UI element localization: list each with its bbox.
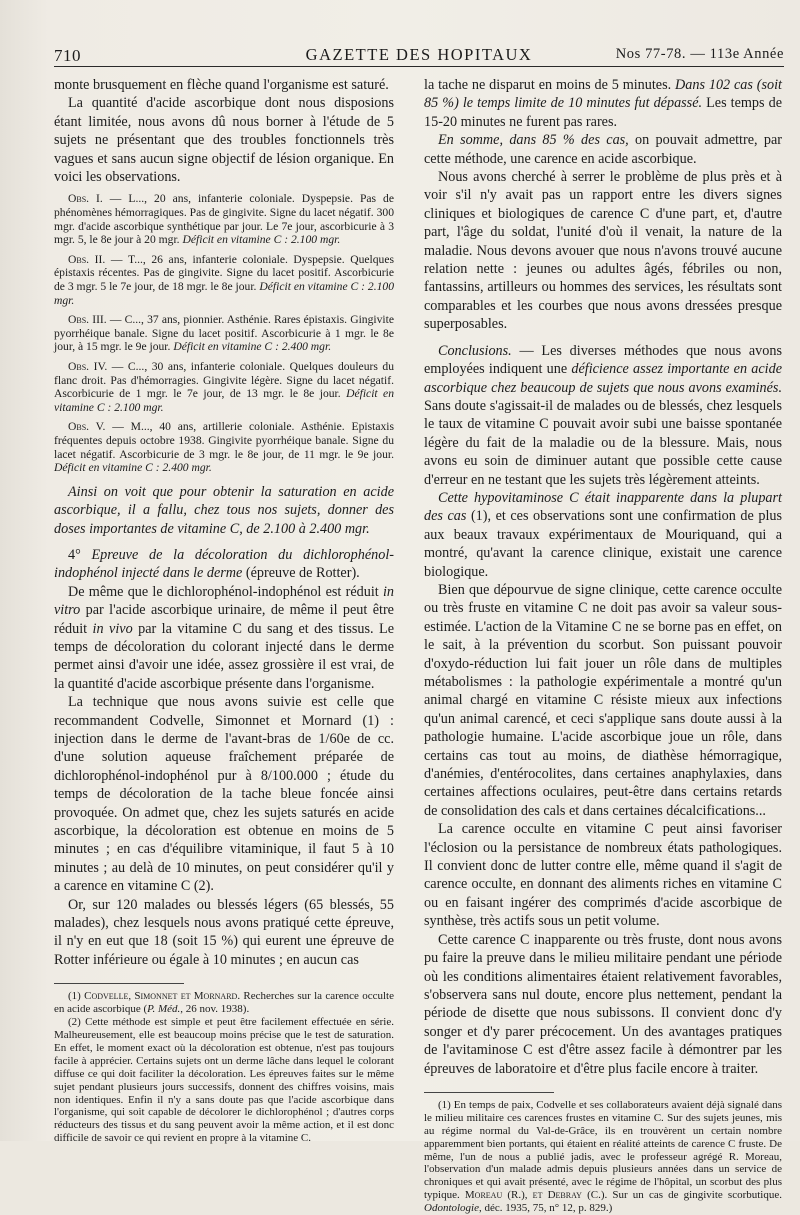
footnote-1: (1) Codvelle, Simonnet et Mornard. Recherches sur la carence occulte en acide ascorbique (P. Méd., 26 nov. 1938). (54, 990, 394, 1016)
paragraph: La quantité d'acide ascorbique dont nous disposions étant limitée, nous avons dû nous borner à l'étude de 5 sujets ne présentant que des troubles fonctionnels très vagues et sans aucun signe objectif de lésion organique. En voici les observations. (54, 95, 394, 186)
paragraph: Bien que dépourvue de signe clinique, cette carence occulte ou très fruste en vitamine C ne doit pas avoir sa valeur sous-estimée. L'action de la Vitamine C ne se borne pas en effet, on le sait, à la prévention du scorbut. Son puissant pouvoir d'oxydo-réduction lui fait jouer un rôle dans de multiples métabolismes : la pathologie expérimentale a montré qu'un animal chargé en vitamine C résiste mieux aux infections qu'un animal carencé, et ceci s'applique sans doute aussi à la pathologie humaine. L'acide ascorbique joue un rôle, dans certains cas tout au moins, de diathèse hémorragique, d'anémies, d'entérocolites, dans certaines anaphylaxies, dans certaines affections oculaires, peut-être dans certains retards de consolidation des cals et dans certaines décalcifications... (424, 581, 782, 819)
observation-5: Obs. V. — M..., 40 ans, artillerie coloniale. Asthénie. Epistaxis fréquentes depuis octobre 1938. Gingivite pyorrhéique banale. Signe du lacet négatif. Ascorbicurie de 3 mgr. le 8e jour, de 11 mgr. le 9e jour. Déficit en vitamine C : 2.400 mgr. (54, 420, 394, 475)
paragraph: monte brusquement en flèche quand l'organisme est saturé. (54, 77, 389, 93)
paragraph: Nous avons cherché à serrer le problème de plus près et à voir s'il n'y avait pas un rapport entre les divers signes cliniques et biologiques de carence C d'une part, et, d'autre part, l'âge du soldat, l'unité d'où il venait, la nature de la maladie. Nous devons avouer que nous n'avons trouvé aucune relation nette : jeunes ou adultes âgés, fébriles ou non, fantassins, artilleurs ou hommes des services, les résultats sont comparables et les courbes que nous avons dressées presque superposables. (424, 169, 782, 333)
paragraph: Or, sur 120 malades ou blessés légers (65 blessés, 55 malades), chez lesquels nous avons pratiqué cette épreuve, il n'y en eut que 18 (soit 15 %) qui eurent une épreuve de Rotter inférieure ou égale à 10 minutes ; en aucun cas (54, 896, 394, 968)
observation-4: Obs. IV. — C..., 30 ans, infanterie coloniale. Quelques douleurs du flanc droit. Pas d'hémorragies. Gingivite légère. Signe du lacet négatif. Ascorbicurie de 1 mgr. le 7e jour, de 13 mgr. le 8e jour. Déficit en vitamine C : 2.100 mgr. (54, 359, 395, 414)
section-heading: 4° Epreuve de la décoloration du dichlorophénol-indophénol injecté dans le derme (épreuve de Rotter). (54, 546, 394, 582)
footnote-1: (1) En temps de paix, Codvelle et ses collaborateurs avaient déjà signalé dans le milieu militaire ces carences frustes en vitamine C. Sur des sujets jeunes, mis au régime normal du Val-de-Grâce, ils en trouvèrent un certain nombre apparemment bien portants, qui étaient en réalité atteints de carence C fruste. De même, l'un de nous a publié jadis, avec le professeur agrégé R. Moreau, l'observation d'un malade admis depuis plusieurs années dans un service de chroniques et qui avait présenté, avec le régime de l'hôpital, un scorbut des plus typique. Moreau (R.), et Debray (C.). Sur un cas de gingivite scorbutique. Odontologie, déc. 1935, 75, n° 12, p. 829.) (424, 1098, 782, 1215)
paragraph: Ainsi on voit que pour obtenir la saturation en acide ascorbique, il a fallu, chez tous nos sujets, donner des doses importantes de vitamine C, de 2.100 à 2.400 mgr. (54, 483, 394, 537)
right-column (424, 76, 782, 1215)
paragraph: Cette carence C inapparente ou très fruste, dont nous avons pu faire la preuve dans le milieu militaire pendant une période où les conditions alimentaires étaient relativement favorables, s'observera sans nul doute, encore plus nettement, pendant la période de disette que nous subissons. Il convient donc d'y songer et d'y parer précocement. Un des avantages pratiques de l'avitaminose C est d'être assez facile à démontrer par les épreuves de laboratoire et d'être plus facile encore à traiter. (424, 931, 782, 1077)
paragraph: Cette hypovitaminose C était inapparente dans la plupart des cas (1), et ces observations sont une confirmation de plus aux beaux travaux expérimentaux de Mouriquand, qui a montré, qu'avant la carence clinique, existait une carence biologique. (424, 489, 782, 580)
left-column (54, 76, 395, 1145)
footnote-rule (424, 1092, 554, 1093)
journal-title: GAZETTE DES HOPITAUX (305, 45, 533, 64)
page-number: 710 (54, 46, 81, 65)
paragraph: En somme, dans 85 % des cas, on pouvait admettre, par cette méthode, une carence en acide ascorbique. (424, 132, 782, 167)
paragraph: La carence occulte en vitamine C peut ainsi favoriser l'éclosion ou la persistance de nombreux états pathologiques. Il convient donc de lutter contre elle, même quand il s'agit de carence occulte, en donnant des aliments riches en vitamine C ou en faisant ingérer des comprimés d'acide ascorbique de synthèse, très actifs sous un petit volume. (424, 821, 782, 930)
footnote-rule (54, 983, 184, 984)
observation-1: Obs. I. — L..., 20 ans, infanterie coloniale. Dyspepsie. Pas de phénomènes hémorragiques. Pas de gingivite. Signe du lacet négatif. 300 mgr. d'acide ascorbique synthétique par jour. Le 7e jour, ascorbicurie à 3 mgr. 5, le 8e jour à 20 mgr. Déficit en vitamine C : 2.100 mgr. (54, 192, 395, 247)
conclusions-paragraph: Conclusions. — Les diverses méthodes que nous avons employées indiquent une déficience assez importante en acide ascorbique chez beaucoup de sujets que nous avons examinés. Sans doute s'agissait-il de malades ou de blessés, chez lesquels le taux de vitamine C pouvait avoir subi une baisse spontanée légère du fait de la maladie ou de la blessure. Mais, nous avons eu soin de diminuer autant que possible cette cause d'erreur en ne testant que les sujets très légèrement atteints. (424, 342, 782, 488)
observation-3: Obs. III. — C..., 37 ans, pionnier. Asthénie. Rares épistaxis. Gingivite pyorrhéique banale. Signe du lacet positif. Ascorbicurie à 1 mgr. le 8e jour, à 15 mgr. le 9e jour. Déficit en vitamine C : 2.400 mgr. (54, 313, 395, 354)
paragraph: De même que le dichlorophénol-indophénol est réduit in vitro par l'acide ascorbique urinaire, de même il peut être réduit in vivo par la vitamine C du sang et des tissus. Le temps de décoloration du colorant injecté dans le derme permet ainsi d'avoir une idée, assez grossière il est vrai, de la quantité d'acide ascorbique présente dans l'organisme. (54, 583, 395, 692)
issue-info: Nos 77-78. — 113e Année (615, 46, 784, 62)
paragraph: la tache ne disparut en moins de 5 minutes. Dans 102 cas (soit 85 %) le temps limite de 10 minutes fut dépassé. Les temps de 15-20 minutes ne furent pas rares. (424, 77, 782, 130)
page-header (54, 44, 784, 67)
observation-2: Obs. II. — T..., 26 ans, infanterie coloniale. Dyspepsie. Quelques épistaxis récentes. Pas de gingivite. Signe du lacet positif. Ascorbicurie de 3 mgr. 5 le 7e jour, de 18 mgr. le 8e jour. Déficit en vitamine C : 2.100 mgr. (54, 252, 394, 307)
paragraph: La technique que nous avons suivie est celle que recommandent Codvelle, Simonnet et Mornard (1) : injection dans le derme de l'avant-bras de 1/60e de cc. d'une solution aqueuse fraîchement préparée de dichlorophénol-indophénol pur à 8/100.000 ; étude du temps de décoloration de la tache bleue foncée ainsi provoquée. On admet que, chez les sujets saturés en acide ascorbique, la décoloration est obtenue en moins de 5 minutes ; en cas d'équilibre vitaminique, il faut 5 à 10 minutes ; au delà de 10 minutes, on peut considérer qu'il y a carence en vitamine C (2). (54, 694, 394, 895)
footnote-2: (2) Cette méthode est simple et peut être facilement effectuée en série. Malheureusement, elle est beaucoup moins précise que le test de saturation. En effet, le moment exact où la décoloration est obtenue, n'est pas toujours facile à apprécier. Certains sujets ont un derme lâche dans lequel le colorant diffuse ce qui doit faciliter la décoloration. Les épreuves faites sur le même sujet pendant plusieurs jours successifs, donnent des chiffres voisins, mais non identiques. Enfin il n'y a sans doute pas que l'acide ascorbique dans l'organisme, qui soit capable de décolorer le dichlorophénol ; d'autres corps réducteurs des tissus et du sang peuvent avoir la même action, et il est donc difficile de savoir ce qui revient en propre à la vitamine C. (54, 1016, 394, 1145)
